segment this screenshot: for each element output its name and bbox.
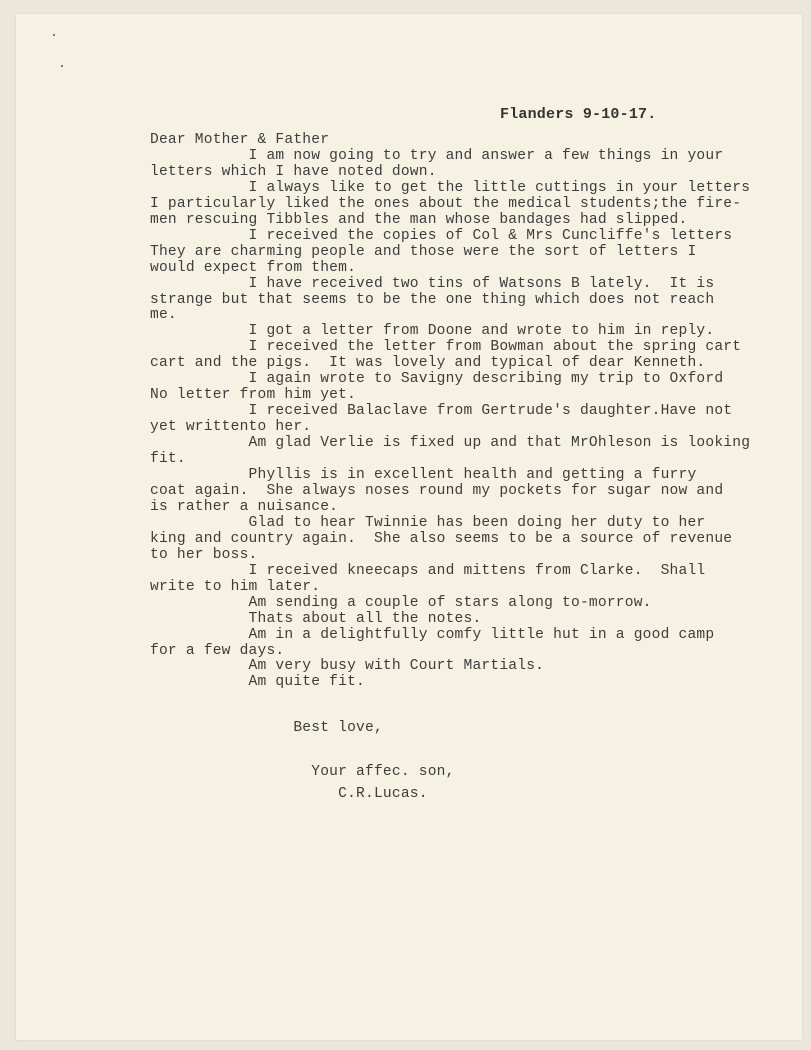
typed-line: I have received two tins of Watsons B lately. It is	[150, 275, 715, 292]
typed-line: Glad to hear Twinnie has been doing her duty to her	[150, 514, 706, 531]
typed-line: No letter from him yet.	[150, 387, 357, 404]
ink-speck	[61, 65, 63, 67]
letter-body	[150, 133, 750, 691]
letter-date: Flanders 9-10-17.	[500, 106, 657, 123]
ink-speck	[53, 34, 55, 36]
typed-line: to her boss.	[150, 546, 258, 563]
typed-line: write to him later.	[150, 578, 321, 595]
letter-closing	[150, 717, 455, 805]
typed-line: I received the letter from Bowman about the spring cart	[150, 339, 742, 356]
typed-line: coat again. She always noses round my pockets for sugar now and	[150, 482, 724, 499]
typed-line: cart and the pigs. It was lovely and typical of dear Kenneth.	[150, 355, 706, 372]
typed-line: for a few days.	[150, 642, 285, 659]
typed-line: me.	[150, 307, 177, 324]
typed-line: strange but that seems to be the one thing which does not reach	[150, 291, 715, 308]
typed-line: I always like to get the little cuttings in your letters	[150, 179, 751, 196]
typed-line: I again wrote to Savigny describing my trip to Oxford	[150, 371, 724, 388]
typed-line: Am quite fit.	[150, 674, 365, 691]
typed-line: yet writtento her.	[150, 419, 312, 436]
typed-line: fit.	[150, 451, 186, 468]
typed-line: Thats about all the notes.	[150, 610, 482, 627]
typed-line: Your affec. son,	[150, 764, 455, 780]
typed-line: men rescuing Tibbles and the man whose bandages had slipped.	[150, 211, 688, 228]
typed-line: I received Balaclave from Gertrude's daughter.Have not	[150, 403, 733, 420]
typed-line: king and country again. She also seems to be a source of revenue	[150, 530, 733, 547]
typed-line: is rather a nuisance.	[150, 498, 339, 515]
typed-line: I particularly liked the ones about the medical students;the fire-	[150, 195, 742, 212]
typed-line: would expect from them.	[150, 259, 357, 276]
typed-line: They are charming people and those were the sort of letters I	[150, 243, 697, 260]
typed-line: letters which I have noted down.	[150, 163, 437, 180]
typed-line: Am glad Verlie is fixed up and that MrOhleson is looking	[150, 435, 751, 452]
typed-line: I received the copies of Col & Mrs Cuncliffe's letters	[150, 227, 733, 244]
typed-line: Best love,	[150, 720, 383, 736]
typed-line: Am in a delightfully comfy little hut in a good camp	[150, 626, 715, 643]
typed-line: C.R.Lucas.	[150, 786, 428, 802]
typed-line: Am sending a couple of stars along to-morrow.	[150, 594, 652, 611]
typed-line: Dear Mother & Father	[150, 132, 330, 148]
typed-line: Phyllis is in excellent health and getting a furry	[150, 467, 697, 484]
typed-line: I received kneecaps and mittens from Clarke. Shall	[150, 562, 706, 579]
typed-line: I got a letter from Doone and wrote to him in reply.	[150, 323, 715, 340]
typed-line: I am now going to try and answer a few things in your	[150, 147, 724, 164]
typed-line: Am very busy with Court Martials.	[150, 658, 545, 675]
